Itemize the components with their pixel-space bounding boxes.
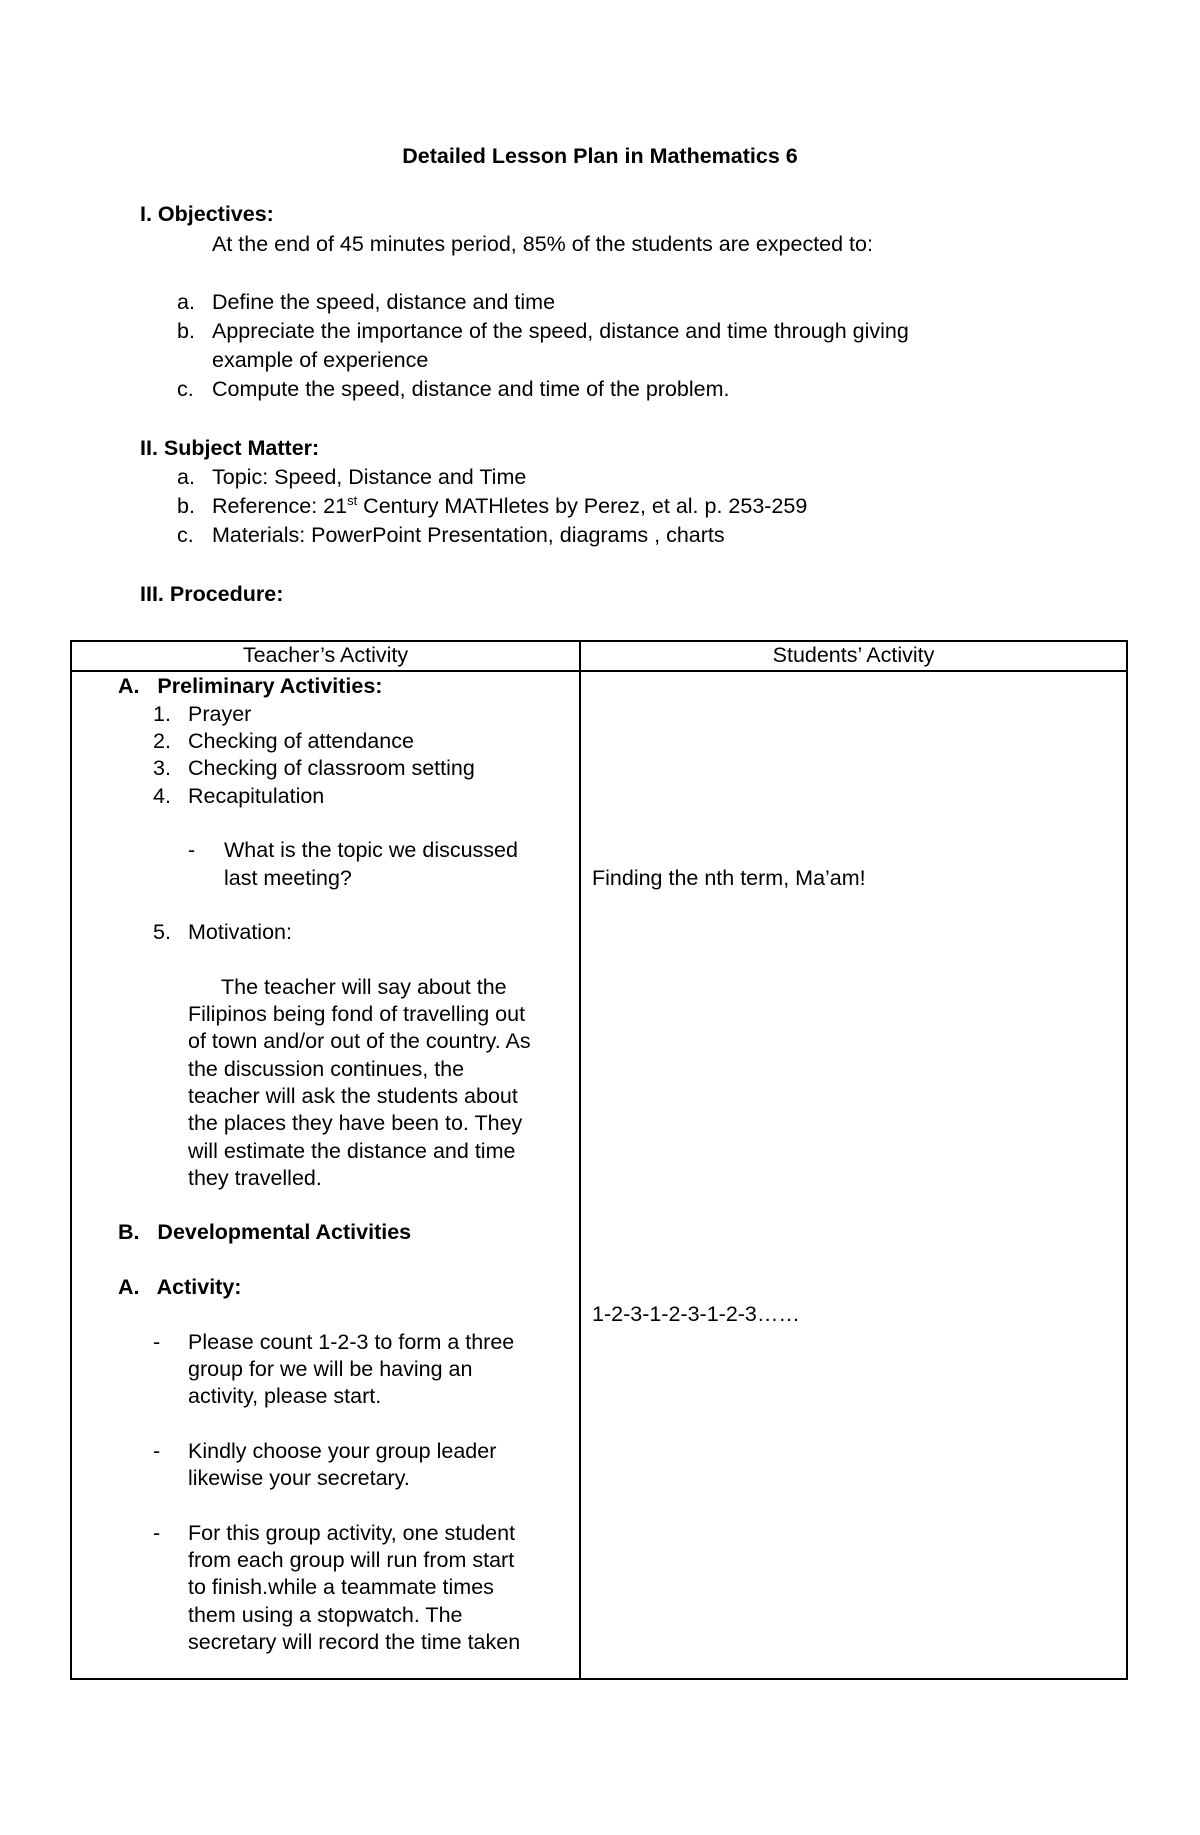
objective-b-line1: Appreciate the importance of the speed, distance and time through giving: [212, 319, 909, 343]
activity-bullet-3-line1: For this group activity, one student: [188, 1521, 516, 1545]
activity-bullet-3-line5: secretary will record the time taken: [188, 1630, 521, 1654]
recap-question-line2: last meeting?: [224, 866, 352, 890]
preliminary-marker-2: 2.: [153, 729, 171, 753]
activity-bullet-3-line3: to finish.while a teammate times: [188, 1575, 494, 1599]
activity-bullet-1-line1: Please count 1-2-3 to form a three: [188, 1330, 515, 1354]
reference-text-before: Reference: 21: [212, 494, 348, 518]
motivation-line-3: of town and/or out of the country. As: [188, 1029, 531, 1053]
materials-marker: c.: [177, 523, 194, 547]
developmental-activities-heading: B. Developmental Activities: [118, 1220, 412, 1244]
activity-bullet-2-line1: Kindly choose your group leader: [188, 1439, 497, 1463]
objective-marker-b: b.: [177, 319, 195, 343]
motivation-line-5: teacher will ask the students about: [188, 1084, 518, 1108]
activity-heading: A. Activity:: [118, 1275, 242, 1299]
objective-marker-c: c.: [177, 377, 194, 401]
reference-text-after: Century MATHletes by Perez, et al. p. 253-259: [357, 494, 808, 518]
motivation-line-2: Filipinos being fond of travelling out: [188, 1002, 526, 1026]
preliminary-marker-3: 3.: [153, 756, 171, 780]
page-title: Detailed Lesson Plan in Mathematics 6: [402, 144, 798, 168]
objective-marker-a: a.: [177, 290, 195, 314]
objective-b-line2: example of experience: [212, 348, 429, 372]
activity-bullet-3-line4: them using a stopwatch. The: [188, 1603, 463, 1627]
table-header-divider: [70, 670, 1128, 672]
activity-dash-1: -: [153, 1330, 161, 1354]
teacher-activity-header: Teacher’s Activity: [242, 643, 409, 667]
topic-marker: a.: [177, 465, 195, 489]
motivation-line-1: The teacher will say about the: [221, 975, 507, 999]
motivation-line-4: the discussion continues, the: [188, 1057, 465, 1081]
activity-bullet-1-line3: activity, please start.: [188, 1384, 382, 1408]
reference-text: [212, 493, 807, 521]
materials-text: Materials: PowerPoint Presentation, diagrams , charts: [212, 523, 725, 547]
preliminary-activities-heading: A. Preliminary Activities:: [118, 674, 383, 698]
reference-superscript: st: [347, 493, 358, 508]
objectives-intro: At the end of 45 minutes period, 85% of the students are expected to:: [212, 232, 873, 256]
activity-student-answer: 1-2-3-1-2-3-1-2-3……: [592, 1302, 800, 1326]
subject-matter-heading: II. Subject Matter:: [140, 436, 320, 460]
preliminary-item-classroom: Checking of classroom setting: [188, 756, 475, 780]
procedure-heading: III. Procedure:: [140, 582, 284, 606]
recap-dash: -: [188, 838, 196, 862]
student-activity-header: Students’ Activity: [772, 643, 935, 667]
motivation-marker: 5.: [153, 920, 171, 944]
preliminary-item-prayer: Prayer: [188, 702, 252, 726]
activity-dash-2: -: [153, 1439, 161, 1463]
objectives-heading: I. Objectives:: [140, 202, 274, 226]
motivation-line-6: the places they have been to. They: [188, 1111, 523, 1135]
activity-bullet-2-line2: likewise your secretary.: [188, 1466, 410, 1490]
motivation-label: Motivation:: [188, 920, 292, 944]
preliminary-item-attendance: Checking of attendance: [188, 729, 414, 753]
motivation-line-8: they travelled.: [188, 1166, 322, 1190]
motivation-line-7: will estimate the distance and time: [188, 1139, 516, 1163]
preliminary-marker-4: 4.: [153, 784, 171, 808]
activity-bullet-3-line2: from each group will run from start: [188, 1548, 515, 1572]
activity-dash-3: -: [153, 1521, 161, 1545]
recap-student-answer: Finding the nth term, Ma’am!: [592, 866, 866, 890]
activity-bullet-1-line2: group for we will be having an: [188, 1357, 473, 1381]
reference-marker: b.: [177, 494, 195, 518]
preliminary-item-recap: Recapitulation: [188, 784, 325, 808]
table-column-divider: [579, 640, 581, 1680]
recap-question-line1: What is the topic we discussed: [224, 838, 518, 862]
objective-c-text: Compute the speed, distance and time of the problem.: [212, 377, 730, 401]
topic-text: Topic: Speed, Distance and Time: [212, 465, 527, 489]
preliminary-marker-1: 1.: [153, 702, 171, 726]
objective-a-text: Define the speed, distance and time: [212, 290, 556, 314]
